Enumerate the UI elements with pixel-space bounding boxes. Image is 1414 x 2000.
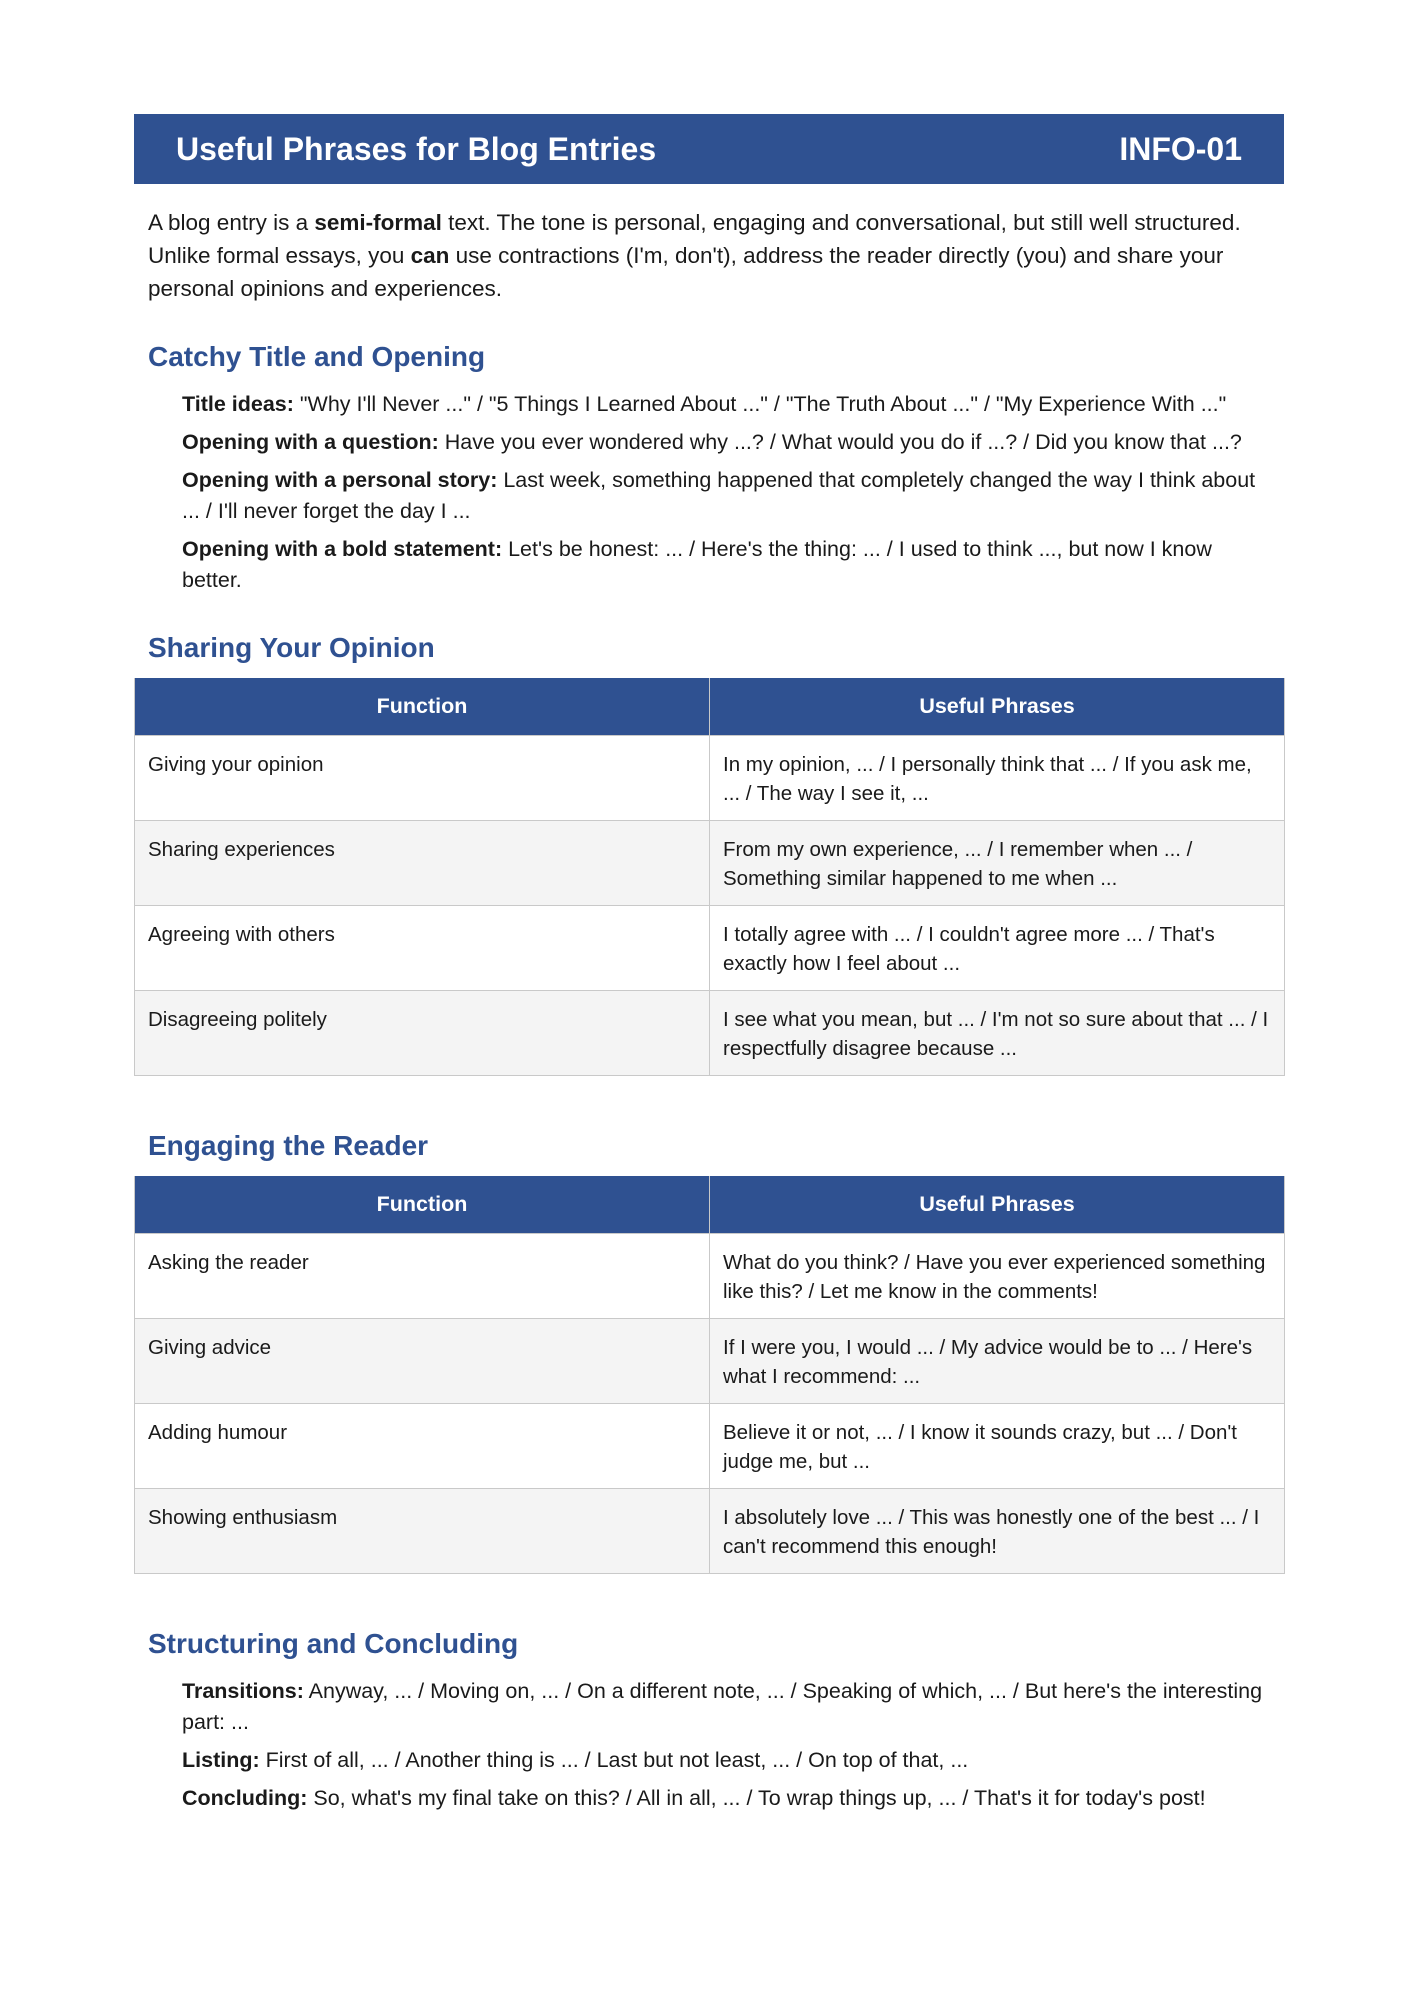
table-header-row: [135, 1176, 1285, 1234]
phrase-text: Let's be honest: ... / Here's the thing: ... / I used to think ..., but now I know better.: [182, 537, 1212, 592]
engaging-table: [134, 1176, 1285, 1574]
structuring-phrase-list: [182, 1676, 1270, 1814]
table-row: [135, 991, 1285, 1076]
phrase-label: Transitions:: [182, 1679, 304, 1703]
list-item: [182, 465, 1270, 527]
section-heading-opinion: Sharing Your Opinion: [148, 632, 435, 663]
function-cell: Sharing experiences: [135, 821, 710, 906]
opinion-table: [134, 678, 1285, 1076]
function-cell: Asking the reader: [135, 1234, 710, 1319]
intro-text-3: use contractions (I'm, don't), address the reader directly (you) and share your personal opinions and experiences.: [148, 243, 1224, 301]
table-row: [135, 1234, 1285, 1319]
list-item: [182, 1783, 1270, 1814]
document-code: INFO-01: [1119, 130, 1242, 167]
phrases-cell: What do you think? / Have you ever experienced something like this? / Let me know in the comments!: [710, 1234, 1285, 1319]
header-bar: [134, 114, 1284, 184]
phrase-text: So, what's my final take on this? / All in all, ... / To wrap things up, ... / That's it for today's post!: [307, 1786, 1206, 1810]
table-row: [135, 1319, 1285, 1404]
section-heading-engaging: Engaging the Reader: [148, 1130, 429, 1161]
intro-text-2: text. The tone is personal, engaging and conversational, but still well structured. Unlike formal essays, you: [148, 210, 1241, 268]
intro-bold-2: can: [410, 243, 450, 268]
function-cell: Giving your opinion: [135, 736, 710, 821]
phrase-text: Last week, something happened that completely changed the way I think about ... / I'll never forget the day I ...: [182, 468, 1256, 523]
list-item: [182, 1676, 1270, 1738]
section-heading-structuring: Structuring and Concluding: [148, 1628, 519, 1659]
function-cell: Adding humour: [135, 1404, 710, 1489]
intro-bold-1: semi-formal: [314, 210, 442, 235]
table-row: [135, 736, 1285, 821]
list-item: [182, 427, 1270, 458]
list-item: [182, 1745, 1270, 1776]
document-page: [134, 114, 1284, 1821]
intro-paragraph: [148, 206, 1270, 305]
section-heading-catchy: Catchy Title and Opening: [148, 341, 486, 372]
phrases-cell: I totally agree with ... / I couldn't agree more ... / That's exactly how I feel about ...: [710, 906, 1285, 991]
phrase-label: Opening with a question:: [182, 430, 439, 454]
function-cell: Giving advice: [135, 1319, 710, 1404]
phrase-text: "Why I'll Never ..." / "5 Things I Learned About ..." / "The Truth About ..." / "My Experience With ...": [293, 392, 1227, 416]
function-cell: Agreeing with others: [135, 906, 710, 991]
phrases-cell: I see what you mean, but ... / I'm not so sure about that ... / I respectfully disagree because ...: [710, 991, 1285, 1076]
function-cell: Showing enthusiasm: [135, 1489, 710, 1574]
list-item: [182, 534, 1270, 596]
phrase-label: Concluding:: [182, 1786, 308, 1810]
table-header-row: [135, 678, 1285, 736]
table-row: [135, 906, 1285, 991]
column-header-phrases: Useful Phrases: [710, 1176, 1285, 1234]
list-item: [182, 389, 1270, 420]
catchy-phrase-list: [182, 389, 1270, 596]
phrases-cell: In my opinion, ... / I personally think that ... / If you ask me, ... / The way I see it, ...: [710, 736, 1285, 821]
table-row: [135, 1404, 1285, 1489]
intro-text-1: A blog entry is a: [148, 210, 315, 235]
phrases-cell: Believe it or not, ... / I know it sounds crazy, but ... / Don't judge me, but ...: [710, 1404, 1285, 1489]
column-header-function: Function: [135, 678, 710, 736]
phrase-label: Opening with a personal story:: [182, 468, 498, 492]
phrases-cell: I absolutely love ... / This was honestly one of the best ... / I can't recommend this enough!: [710, 1489, 1285, 1574]
table-row: [135, 1489, 1285, 1574]
column-header-function: Function: [135, 1176, 710, 1234]
phrases-cell: From my own experience, ... / I remember when ... / Something similar happened to me when ...: [710, 821, 1285, 906]
page-title: Useful Phrases for Blog Entries: [176, 130, 657, 167]
phrase-label: Title ideas:: [182, 392, 294, 416]
phrase-label: Opening with a bold statement:: [182, 537, 503, 561]
column-header-phrases: Useful Phrases: [710, 678, 1285, 736]
phrases-cell: If I were you, I would ... / My advice would be to ... / Here's what I recommend: ...: [710, 1319, 1285, 1404]
phrase-text: Anyway, ... / Moving on, ... / On a different note, ... / Speaking of which, ... / But here's the interesting part: ...: [182, 1679, 1263, 1734]
phrase-text: First of all, ... / Another thing is ... / Last but not least, ... / On top of that, ...: [259, 1748, 969, 1772]
table-row: [135, 821, 1285, 906]
phrase-label: Listing:: [182, 1748, 260, 1772]
function-cell: Disagreeing politely: [135, 991, 710, 1076]
phrase-text: Have you ever wondered why ...? / What would you do if ...? / Did you know that ...?: [438, 430, 1242, 454]
